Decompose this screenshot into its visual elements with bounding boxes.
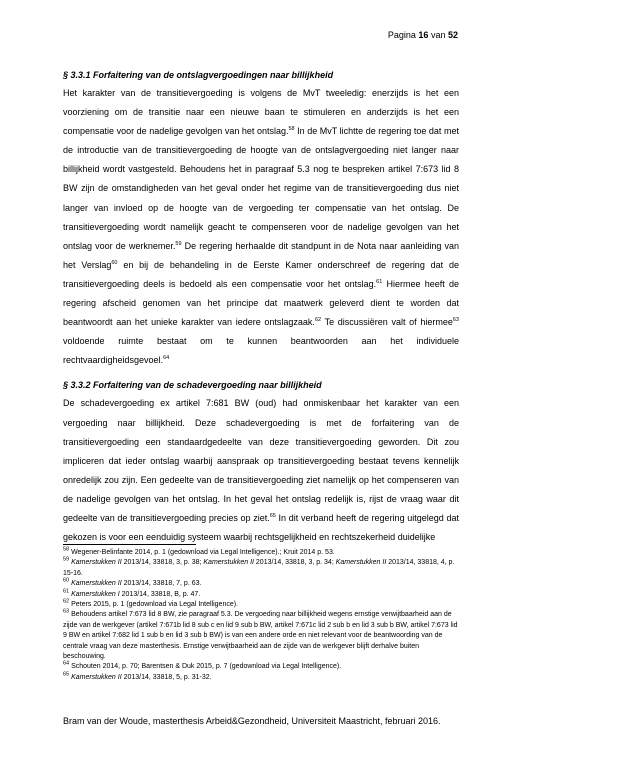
footnote-divider: [63, 544, 196, 545]
footnote-ref-58[interactable]: 58: [288, 126, 295, 133]
paragraph-text: De schadevergoeding ex artikel 7:681 BW (oud) had onmiskenbaar het karakter van een vergoeding naar billijkheid. Deze schadevergoeding is met de forfaitering van de transitievergoeding een standaardgedeelte van deze transitievergoeding geworden. Dit zou impliceren dat ieder ontslag waarbij aanspraak op transitievergoeding bestaat tevens kennelijk onredelijk zou zijn. Een gedeelte van de transitievergoeding ziet namelijk op het compenseren van de nadelige gevolgen van het ontslag. In het geval het ontslag redelijk is, rijst de vraag waar dit gedeelte van de transitievergoeding precies op ziet.: [63, 398, 459, 523]
footnote-text: 2013/14, 33818, B, p. 47.: [119, 590, 201, 598]
footnote-text: 2013/14, 33818, 3, p. 38;: [121, 559, 204, 567]
footnote-58: [63, 548, 459, 558]
footnote-source-title: Kamerstukken II: [335, 559, 387, 567]
footnote-ref-64[interactable]: 64: [163, 355, 170, 362]
paragraph-text: voldoende ruimte bestaat om te kunnen beantwoorden aan het individuele rechtvaardigheidsgevoel.: [63, 336, 459, 366]
footnote-text: 2013/14, 33818, 3, p. 34;: [253, 559, 336, 567]
paragraph-text: De regering herhaalde dit standpunt in de Nota naar aanleiding van het Verslag: [63, 240, 459, 270]
footnote-61: [63, 590, 459, 600]
paragraph-text: Te discussiëren valt of hiermee: [321, 317, 453, 328]
page-label: Pagina: [387, 30, 416, 40]
footnote-ref-61[interactable]: 61: [376, 278, 383, 285]
section-3-3-1-paragraph: [63, 84, 459, 370]
footnote-number: 63: [63, 609, 70, 616]
footnote-source-title: Kamerstukken II: [71, 559, 122, 567]
footnote-ref-63[interactable]: 63: [452, 317, 459, 324]
paragraph-text: Hiermee heeft de regering afscheid genomen van het principe dat maatwerk geleverd dient te worden dat beantwoordt aan het unieke karakter van iedere ontslagzaak.: [63, 278, 459, 328]
section-heading-3-3-1: § 3.3.1 Forfaitering van de ontslagvergoedingen naar billijkheid: [63, 70, 334, 80]
footnote-63: [63, 610, 459, 662]
footnote-text: 2013/14, 33818, 4, p. 15-16.: [63, 559, 455, 577]
paragraph-text: en bij de behandeling in de Eerste Kamer onderschreef de regering dat de transitievergoeding deels is bedoeld als een compensatie voor het ontslag.: [63, 259, 460, 289]
footnote-60: [63, 579, 459, 589]
page-footer: Bram van der Woude, masterthesis Arbeid&Gezondheid, Universiteit Maastricht, februari 2016.: [63, 716, 441, 726]
footnote-ref-59[interactable]: 59: [175, 240, 182, 247]
footnote-ref-65[interactable]: 65: [269, 512, 276, 519]
footnote-source-title: Kamerstukken I: [69, 590, 120, 598]
footnote-source-title: Kamerstukken II: [69, 673, 122, 681]
footnote-number: 62: [63, 598, 70, 605]
current-page-number: 16: [418, 30, 429, 40]
paragraph-text: Het karakter van de transitievergoeding is volgens de MvT tweeledig: enerzijds is het een voorziening om de transitie naar een nieuwe baan te stimuleren en anderzijds is het een compensatie voor de nadelige gevolgen van het ontslag.: [63, 88, 459, 137]
footnote-65: [63, 673, 459, 683]
section-3-3-2-paragraph: [63, 394, 459, 547]
footnote-ref-62[interactable]: 62: [314, 317, 322, 324]
footnote-59: [63, 558, 459, 579]
footnote-source-title: Kamerstukken II: [203, 559, 254, 567]
footnote-number: 61: [63, 588, 70, 595]
footnote-number: 65: [63, 671, 70, 678]
paragraph-text: In de MvT lichtte de regering toe dat met de introductie van de transitievergoeding de hoogte van de ontslagvergoeding niet langer naar billijkheid wordt vastgesteld. Behoudens het in paragraaf 5.3 nog te bespreken artikel 7:673 lid 8 BW zijn de omstandigheden van het geval onder het regime van de transitievergoeding dus niet langer van invloed op de hoogte van de vergoeding ter compensatie van het ontslag. De transitievergoeding wordt namelijk geacht te compenseren voor de nadelige gevolgen van het ontslag voor de werknemer.: [63, 126, 459, 251]
footnote-number: 64: [63, 661, 70, 668]
footnote-text: 2013/14, 33818, 5, p. 31-32.: [121, 673, 212, 681]
footnote-source-title: Kamerstukken II: [69, 580, 122, 588]
page-of-label: van: [430, 30, 446, 40]
page-header: [388, 30, 458, 40]
footnote-64: [63, 662, 459, 672]
footnote-62: [63, 600, 459, 610]
footnote-ref-60[interactable]: 60: [111, 259, 118, 266]
footnote-text: 2013/14, 33818, 7, p. 63.: [121, 580, 202, 588]
section-heading-3-3-2: § 3.3.2 Forfaitering van de schadevergoeding naar billijkheid: [63, 380, 322, 391]
paragraph-text: In dit verband heeft de regering uitgelegd dat gekozen is voor een eenduidig systeem waarbij rechtsgelijkheid en rechtszekerheid duidelijke: [63, 512, 459, 543]
footnote-text: Peters 2015, p. 1 (gedownload via Legal Intelligence).: [69, 601, 239, 609]
main-content: [63, 68, 459, 547]
footnote-text: Wegener-Belinfante 2014, p. 1 (gedownload via Legal Intelligence).; Kruit 2014 p. 53.: [69, 549, 335, 556]
footnote-number: 58: [63, 546, 70, 553]
footnote-number: 59: [63, 557, 70, 564]
footnote-text: Behoudens artikel 7:673 lid 8 BW, zie paragraaf 5.3. De vergoeding naar billijkheid wegens ernstige verwijtbaarheid aan de zijde van de werkgever (artikel 7:671b lid 8 sub c en lid 9 sub b BW, artikel 7:671c lid 2 sub b en lid 3 sub b BW, artikel 7:673 lid 9 BW en artikel 7:682 lid 1 sub b en lid 3 sub b BW) is van een andere orde en niet relevant voor de beantwoording van de centrale vraag van deze masterthesis. Ernstige verwijtbaarheid aan de zijde van de werkgever blijft derhalve buiten beschouwing.: [63, 611, 458, 661]
footnote-text: Schouten 2014, p. 70; Barentsen & Duk 2015, p. 7 (gedownload via Legal Intelligence).: [69, 663, 342, 671]
footnotes-area: [63, 548, 459, 683]
total-pages-number: 52: [447, 30, 458, 40]
footnote-number: 60: [63, 577, 70, 584]
